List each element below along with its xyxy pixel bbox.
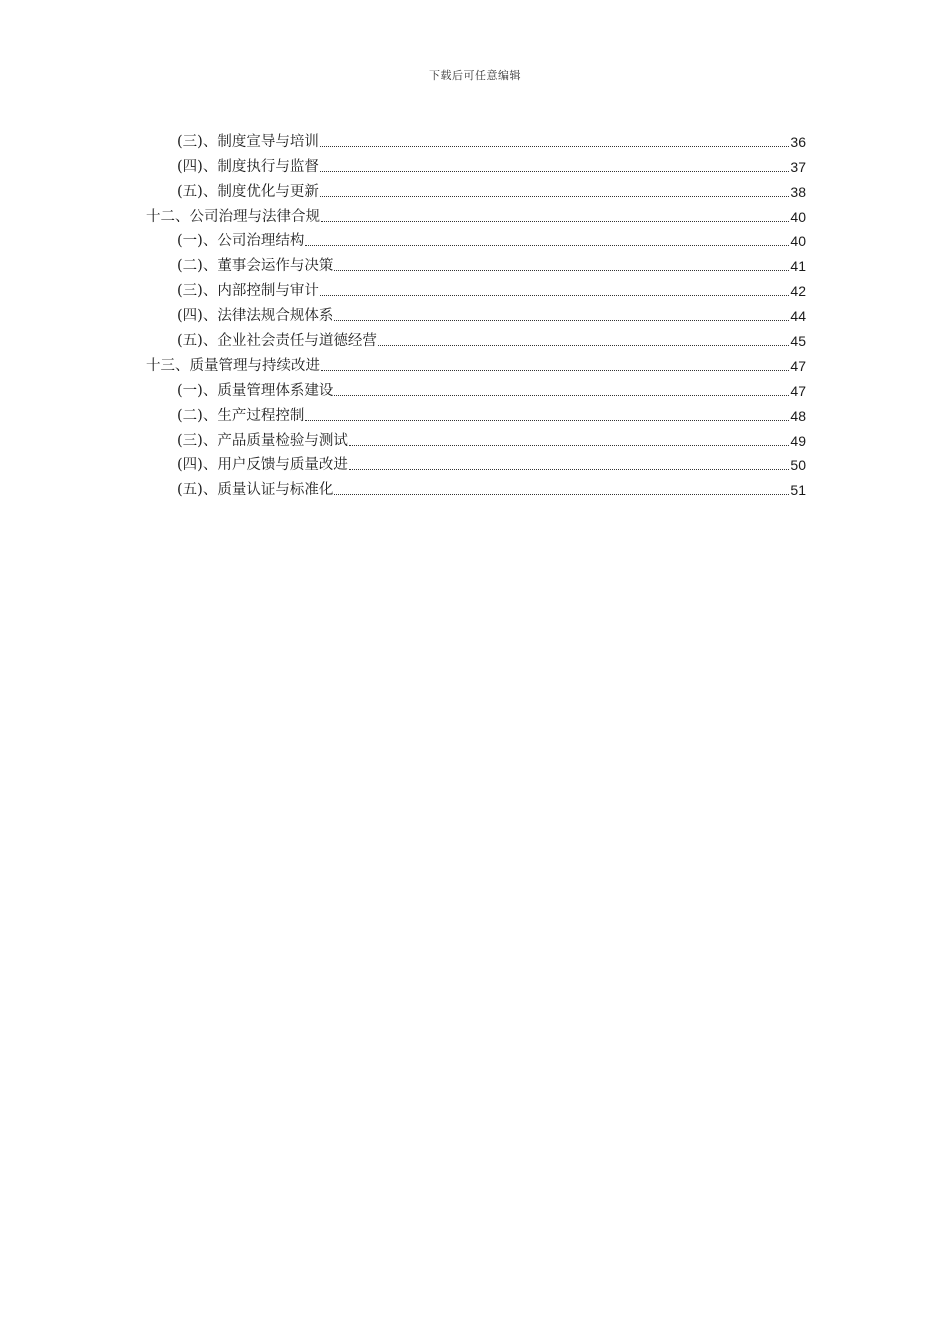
toc-dot-leader: [321, 369, 789, 371]
toc-page-number: 41: [790, 258, 806, 275]
toc-dot-leader: [320, 195, 790, 197]
toc-entry[interactable]: [146, 126, 806, 151]
toc-page-number: 36: [790, 133, 806, 150]
page-header-note: 下载后可任意编辑: [429, 69, 521, 82]
toc-entry[interactable]: [146, 425, 806, 450]
toc-page-number: 40: [790, 208, 806, 225]
toc-dot-leader: [320, 170, 790, 172]
toc-entry-label: 十三、质量管理与持续改进: [146, 357, 320, 374]
toc-page-number: 47: [790, 382, 806, 399]
toc-dot-leader: [349, 444, 790, 446]
toc-page-number: 48: [790, 407, 806, 424]
toc-page-number: 47: [790, 357, 806, 374]
toc-page-number: 45: [790, 333, 806, 350]
toc-page-number: 37: [790, 158, 806, 175]
toc-entry[interactable]: [146, 226, 806, 251]
toc-entry[interactable]: [146, 176, 806, 201]
toc-entry[interactable]: [146, 250, 806, 275]
toc-entry-label: (三)、内部控制与审计: [177, 283, 319, 300]
toc-dot-leader: [378, 344, 790, 346]
toc-entry[interactable]: [146, 325, 806, 350]
toc-page-number: 50: [790, 457, 806, 474]
toc-dot-leader: [334, 394, 789, 396]
toc-entry[interactable]: [146, 375, 806, 400]
toc-dot-leader: [334, 319, 789, 321]
toc-page-number: 42: [790, 283, 806, 300]
toc-entry-label: (四)、制度执行与监督: [177, 158, 319, 175]
toc-page-number: 44: [790, 308, 806, 325]
toc-dot-leader: [305, 244, 789, 246]
toc-entry-label: (二)、生产过程控制: [177, 407, 305, 424]
toc-entry-label: 十二、公司治理与法律合规: [146, 208, 320, 225]
toc-page-number: 40: [790, 233, 806, 250]
toc-dot-leader: [320, 145, 790, 147]
toc-entry[interactable]: [146, 400, 806, 425]
toc-entry-label: (五)、企业社会责任与道德经营: [177, 333, 377, 350]
toc-entry-label: (三)、制度宣导与培训: [177, 133, 319, 150]
toc-entry-label: (四)、用户反馈与质量改进: [177, 457, 348, 474]
toc-dot-leader: [305, 419, 789, 421]
toc-entry-label: (二)、董事会运作与决策: [177, 258, 334, 275]
toc-page-number: 49: [790, 432, 806, 449]
toc-page-number: 38: [790, 183, 806, 200]
toc-dot-leader: [334, 269, 789, 271]
toc-entry-label: (三)、产品质量检验与测试: [177, 432, 348, 449]
toc-entry[interactable]: [146, 151, 806, 176]
toc-entry-label: (一)、公司治理结构: [177, 233, 305, 250]
toc-dot-leader: [320, 294, 790, 296]
toc-entry[interactable]: [146, 474, 806, 499]
toc-entry[interactable]: [146, 300, 806, 325]
toc-dot-leader: [349, 468, 790, 470]
toc-chapter-entry[interactable]: [146, 350, 806, 375]
toc-entry[interactable]: [146, 450, 806, 475]
toc-entry-label: (五)、质量认证与标准化: [177, 482, 334, 499]
table-of-contents: [146, 126, 806, 499]
toc-entry-label: (一)、质量管理体系建设: [177, 382, 334, 399]
toc-entry-label: (五)、制度优化与更新: [177, 183, 319, 200]
toc-chapter-entry[interactable]: [146, 201, 806, 226]
toc-entry-label: (四)、法律法规合规体系: [177, 308, 334, 325]
toc-page-number: 51: [790, 482, 806, 499]
toc-dot-leader: [334, 493, 789, 495]
toc-dot-leader: [321, 220, 789, 222]
toc-entry[interactable]: [146, 275, 806, 300]
